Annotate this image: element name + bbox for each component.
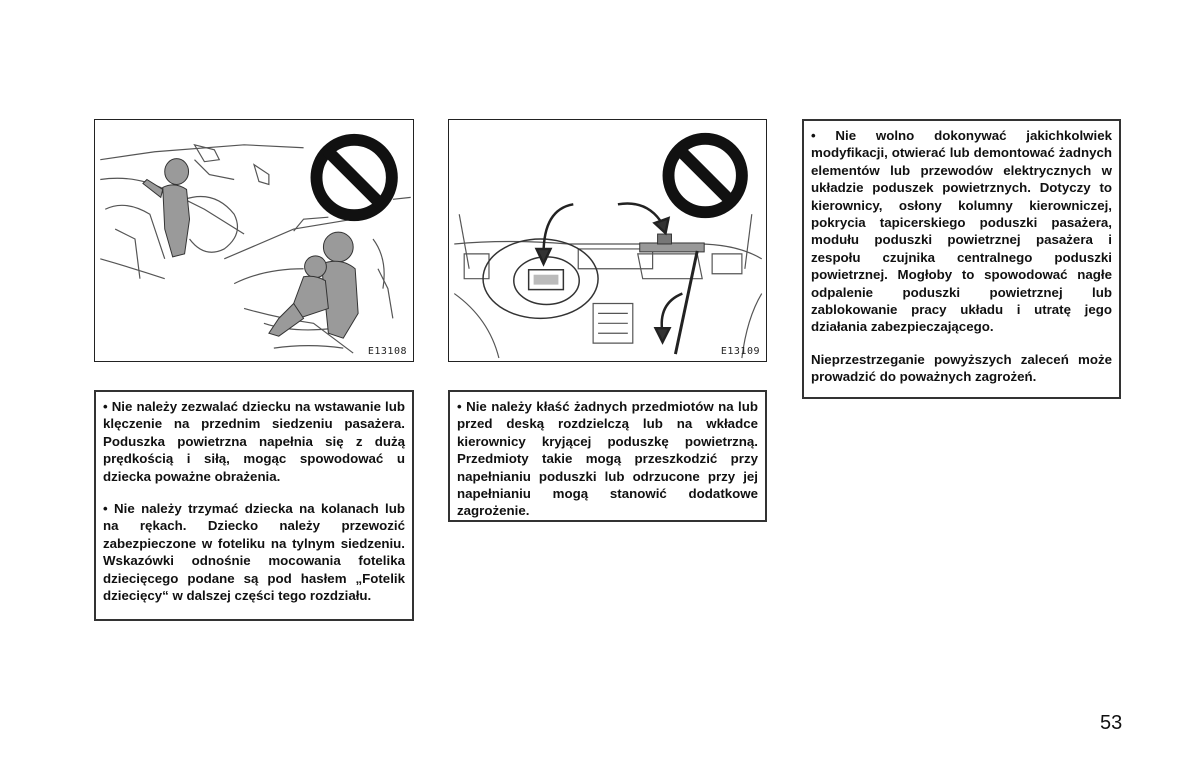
figure-child-in-front-seat	[94, 119, 414, 362]
warning-box-objects	[448, 390, 767, 522]
warning-paragraph: Nieprzestrzeganie powyższych zaleceń może prowadzić do poważnych zagrożeń.	[811, 351, 1112, 385]
figure-code: E13109	[720, 346, 760, 357]
figure-code: E13108	[367, 346, 407, 357]
warning-paragraph: • Nie wolno dokonywać jakichkolwiek modyfikacji, otwierać lub demontować żadnych elementów lub przewodów elektrycznych w układzie poduszek powietrznych. Dotyczy to kierownicy, osłony kolumny kierowniczej, pokrycia tapicerskiego poduszki pasażera, modułu poduszki powietrznej pasażera i zespołu czujnika centralnego poduszki powietrznej. Mogłoby to spowodować nagłe odpalenie poduszki powietrznej lub zablokowanie pracy układu i utratę jego działania zabezpieczającego.	[811, 128, 1112, 335]
page-number: 53	[1100, 712, 1123, 734]
figure-objects-on-dashboard	[448, 119, 767, 362]
warning-paragraph: • Nie należy kłaść żadnych przedmiotów na lub przed deską rozdzielczą lub na wkładce kierownicy kryjącej poduszkę powietrzną. Przedmioty takie mogą przeszkodzić przy napełnianiu poduszki lub odrzucone przy jej napełnianiu mogą stanowić dodatkowe zagrożenie.	[457, 399, 758, 519]
prohibition-icon	[316, 140, 391, 215]
warning-box-child-safety	[94, 390, 414, 621]
warning-paragraph: • Nie należy trzymać dziecka na kolanach lub na rękach. Dziecko należy przewozić zabezpieczone w foteliku na tylnym siedzeniu. Wskazówki odnośnie mocowania fotelika dziecięcego podane są pod hasłem „Fotelik dziecięcy“ w dalszej części tego rozdziału.	[103, 501, 405, 604]
warning-box-modifications	[802, 119, 1121, 399]
warning-paragraph: • Nie należy zezwalać dziecku na wstawanie lub klęczenie na przednim siedzeniu pasażera. Poduszka powietrzna napełnia się z dużą prędkością i siłą, mogąc spowodować u dziecka poważne obrażenia.	[103, 399, 405, 484]
figure-child-illustration	[95, 120, 413, 361]
figure-dashboard-illustration	[449, 120, 766, 361]
prohibition-icon	[668, 139, 741, 212]
